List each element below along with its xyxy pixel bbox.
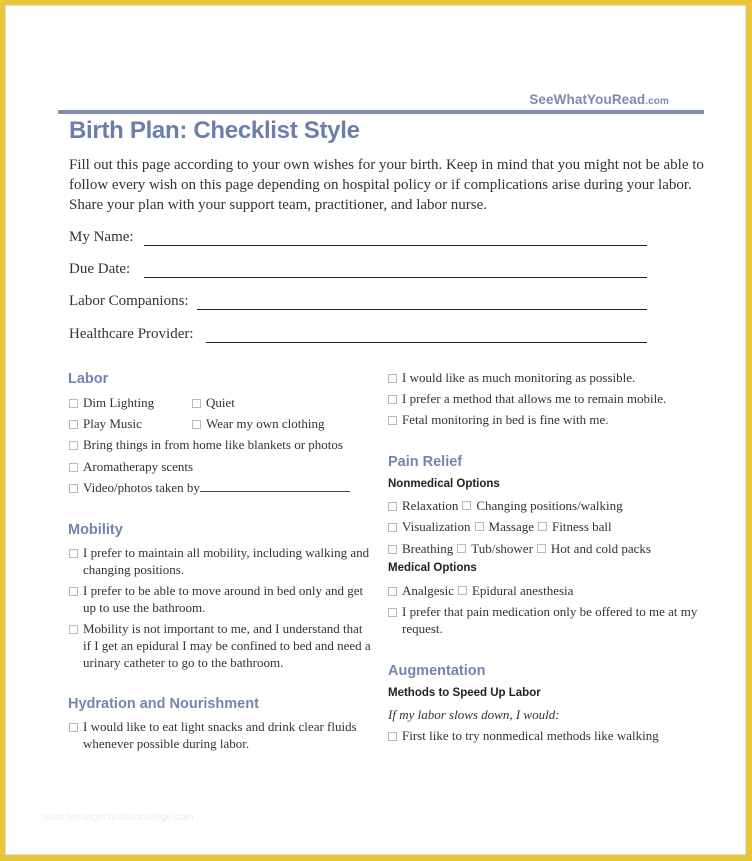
labor-heading: Labor — [68, 371, 109, 387]
checkbox[interactable] — [69, 549, 78, 558]
aromatherapy-option[interactable]: Aromatherapy scents — [69, 458, 193, 475]
intro-paragraph: Fill out this page according to your own wishes for your birth. Keep in mind that you might not be able to follow every wish on this page depending on hospital policy or if complications arise during your labor. Share your plan with your support team, practitioner, and labor nurse. — [69, 157, 704, 213]
checkbox[interactable] — [388, 732, 397, 741]
mobility-heading: Mobility — [68, 522, 123, 538]
companions-line[interactable] — [197, 309, 647, 310]
document-page — [5, 5, 746, 855]
checkbox[interactable] — [69, 587, 78, 596]
monitoring-option-1[interactable]: I would like as much monitoring as possible. — [388, 369, 635, 386]
checkbox[interactable] — [69, 484, 78, 493]
video-option[interactable]: Video/photos taken by — [69, 479, 350, 496]
bring-things-option[interactable]: Bring things in from home like blankets or photos — [69, 436, 343, 453]
hydration-heading: Hydration and Nourishment — [68, 696, 259, 712]
changing-positions-option[interactable]: Changing positions/walking — [476, 498, 623, 513]
checkbox[interactable] — [69, 441, 78, 450]
name-label: My Name: — [69, 229, 134, 245]
relaxation-option[interactable]: Relaxation — [402, 498, 459, 513]
visualization-option[interactable]: Visualization — [402, 519, 471, 534]
pain-row-1 — [388, 497, 623, 514]
name-line[interactable] — [144, 245, 647, 246]
play-music-option[interactable]: Play Music — [69, 415, 142, 432]
checkbox[interactable] — [69, 723, 78, 732]
monitoring-option-3[interactable]: Fetal monitoring in bed is fine with me. — [388, 411, 609, 428]
checkbox[interactable] — [388, 523, 397, 532]
pain-row-3 — [388, 540, 651, 557]
name-field — [69, 229, 134, 246]
companions-label: Labor Companions: — [69, 293, 189, 309]
massage-option[interactable]: Massage — [488, 519, 535, 534]
fitness-ball-option[interactable]: Fitness ball — [552, 519, 612, 534]
augmentation-option-1[interactable]: First like to try nonmedical methods like walking — [388, 727, 659, 744]
companions-field — [69, 293, 189, 310]
pain-row-4 — [388, 582, 573, 599]
mobility-option-2[interactable]: I prefer to be able to move around in bed only and get up to use the bathroom. — [69, 582, 373, 616]
quiet-option[interactable]: Quiet — [192, 394, 235, 411]
request-only-option[interactable]: I prefer that pain medication only be offered to me at my request. — [388, 603, 702, 637]
checkbox[interactable] — [69, 463, 78, 472]
checkbox[interactable] — [458, 586, 467, 595]
nonmedical-heading: Nonmedical Options — [388, 478, 500, 490]
hydration-option-1[interactable]: I would like to eat light snacks and drink clear fluids whenever possible during labor. — [69, 718, 373, 752]
checkbox[interactable] — [69, 625, 78, 634]
watermark: www.heritagechristiancollege.com — [43, 812, 194, 823]
methods-heading: Methods to Speed Up Labor — [388, 687, 541, 699]
provider-label: Healthcare Provider: — [69, 326, 194, 342]
checkbox[interactable] — [388, 395, 397, 404]
mobility-option-1[interactable]: I prefer to maintain all mobility, including walking and changing positions. — [69, 544, 373, 578]
checkbox[interactable] — [388, 545, 397, 554]
checkbox[interactable] — [388, 608, 397, 617]
wear-clothing-option[interactable]: Wear my own clothing — [192, 415, 324, 432]
tub-shower-option[interactable]: Tub/shower — [471, 541, 533, 556]
analgesic-option[interactable]: Analgesic — [402, 583, 454, 598]
pain-row-2 — [388, 518, 612, 535]
checkbox[interactable] — [475, 522, 484, 531]
video-blank-line[interactable] — [200, 480, 350, 492]
checkbox[interactable] — [457, 544, 466, 553]
checkbox[interactable] — [388, 374, 397, 383]
provider-line[interactable] — [206, 342, 647, 343]
due-date-line[interactable] — [144, 277, 647, 278]
epidural-option[interactable]: Epidural anesthesia — [471, 583, 574, 598]
breathing-option[interactable]: Breathing — [402, 541, 454, 556]
page-title: Birth Plan: Checklist Style — [69, 117, 360, 144]
dim-lighting-option[interactable]: Dim Lighting — [69, 394, 154, 411]
medical-heading: Medical Options — [388, 562, 477, 574]
due-date-field — [69, 261, 130, 278]
checkbox[interactable] — [69, 420, 78, 429]
checkbox[interactable] — [537, 544, 546, 553]
due-date-label: Due Date: — [69, 261, 131, 277]
brand-logo: SeeWhatYouRead.com — [529, 92, 669, 107]
checkbox[interactable] — [388, 587, 397, 596]
checkbox[interactable] — [462, 501, 471, 510]
checkbox[interactable] — [388, 502, 397, 511]
checkbox[interactable] — [192, 399, 201, 408]
checkbox[interactable] — [192, 420, 201, 429]
checkbox[interactable] — [69, 399, 78, 408]
pain-relief-heading: Pain Relief — [388, 454, 463, 470]
mobility-option-3[interactable]: Mobility is not important to me, and I understand that if I get an epidural I may be confined to bed and need a urinary catheter to go to the bathroom. — [69, 620, 373, 671]
checkbox[interactable] — [388, 416, 397, 425]
augmentation-lead: If my labor slows down, I would: — [388, 707, 560, 722]
header-rule — [58, 110, 704, 114]
augmentation-heading: Augmentation — [388, 663, 486, 679]
provider-field — [69, 326, 194, 343]
monitoring-option-2[interactable]: I prefer a method that allows me to remain mobile. — [388, 390, 666, 407]
hot-cold-packs-option[interactable]: Hot and cold packs — [550, 541, 651, 556]
checkbox[interactable] — [538, 522, 547, 531]
